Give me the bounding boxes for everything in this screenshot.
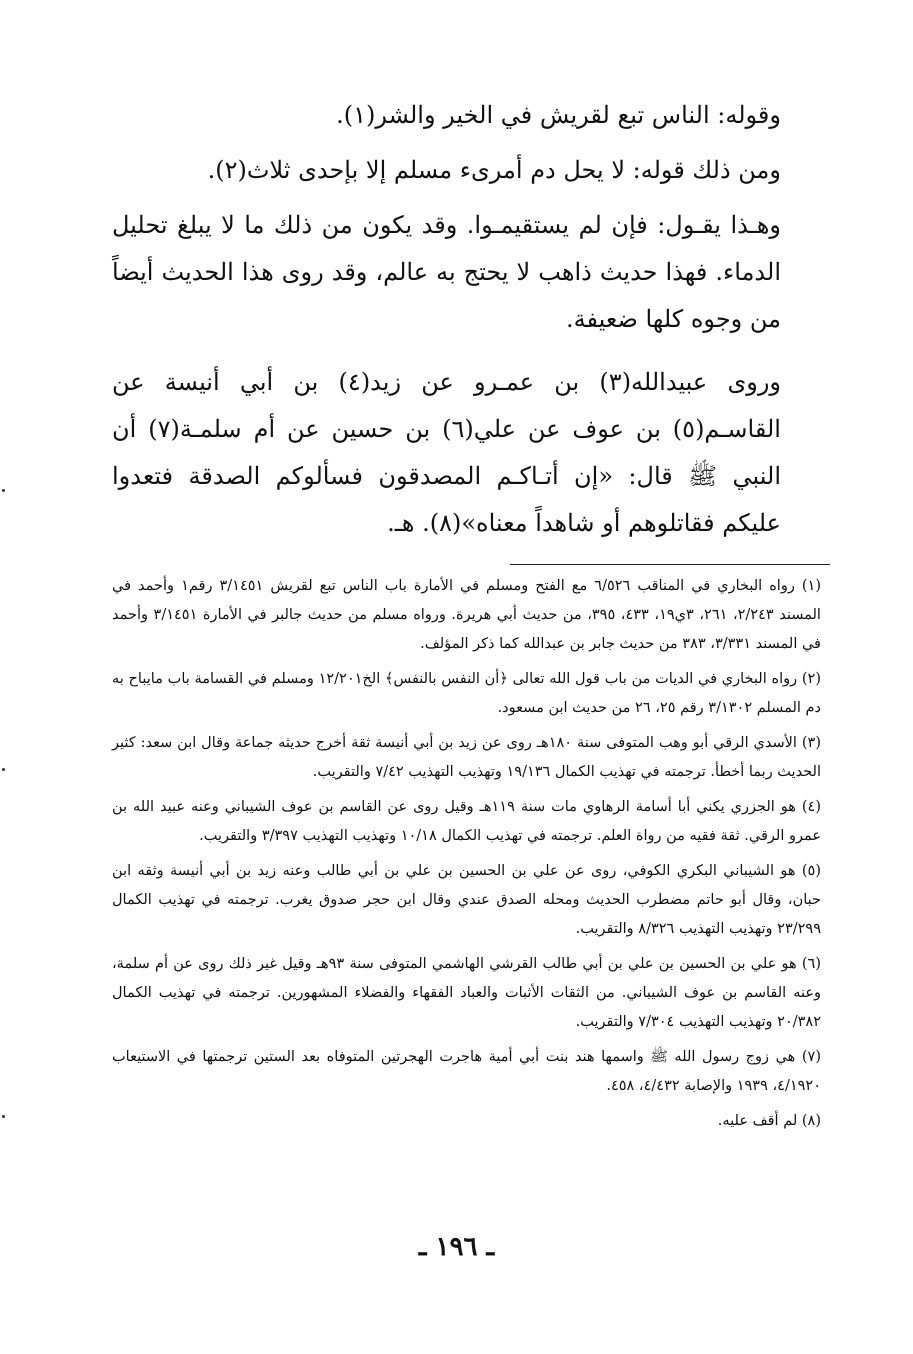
- footnote-2: (٢) رواه البخاري في الديات من باب قول الله تعالى ﴿أن النفس بالنفس﴾ الخ١٢/٢٠١ ومسلم في القسامة باب مايباح به دم المسلم ٣/١٣٠٢ رقم ٢٥، ٢٦ من حديث ابن مسعود.: [112, 671, 821, 716]
- footnote-5: (٥) هو الشيباني البكري الكوفي، روى عن علي بن الحسين بن علي بن أبي طالب وعنه زيد بن أبي أنيسة وثقه ابن حبان، وقال أبو حاتم مضطرب الحديث ومحله الصدق عندي وقال ابن حجر صدوق يغرب. ترجمته في تهذيب الكمال ٢٣/٢٩٩ وتهذيب التهذيب ٨/٣٢٦ والتقريب.: [112, 863, 821, 937]
- footnote-4: (٤) هو الجزري يكني أبا أسامة الرهاوي مات سنة ١١٩هـ وقيل روى عن القاسم بن عوف الشيباني وعنه عبيد الله بن عمرو الرقي. ثقة فقيه من رواة العلم. ترجمته في تهذيب الكمال ١٠/١٨ وتهذيب التهذيب ٣/٣٩٧ والتقريب.: [112, 799, 821, 844]
- paragraph-3: وهـذا يقـول: فإن لم يستقيمـوا. وقد يكون من ذلك ما لا يبلغ تحليل الدماء. فهذا حديث ذاهب لا يحتج به عالم، وقد روى هذا الحديث أيضاً من وجوه كلها ضعيفة.: [112, 211, 781, 333]
- paragraph-4: وروى عبيدالله(٣) بن عمـرو عن زيد(٤) بن أبي أنيسة عن القاسـم(٥) بن عوف عن علي(٦) بن حسين عن أم سلمـة(٧) أن النبي ﷺ قال: «إن أتـاكـم المصدقون فسألوكم الصدقة فتعدوا عليكم فقاتلوهم أو شاهداً معناه»(٨). هـ.: [112, 368, 781, 537]
- footnote-1: (١) رواه البخاري في المناقب ٦/٥٢٦ مع الفتح ومسلم في الأمارة باب الناس تبع لقريش ٣/١٤٥١ رقم١ وأحمد في المسند ٢/٢٤٣، ٢٦١، ٣ي١٩، ٤٣٣، ٣٩٥، من حديث أبي هريرة. ورواه مسلم من حديث جالبر في الأمارة ٣/١٤٥١ وأحمد في المسند ٣/٣٣١، ٣٨٣ من حديث جابر بن عبدالله كما ذكر المؤلف.: [112, 578, 821, 652]
- paragraph-1: وقوله: الناس تبع لقريش في الخير والشر(١).: [336, 101, 781, 129]
- margin-mark: [2, 1115, 5, 1118]
- margin-mark: [2, 768, 5, 771]
- footnote-7: (٧) هي زوج رسول الله ﷺ واسمها هند بنت أبي أمية هاجرت الهجرتين المتوفاه بعد الستين ترجمتها في الاستيعاب ٤/١٩٢٠، ١٩٣٩ والإصابة ٤/٤٣٢، ٤٥٨.: [112, 1049, 821, 1094]
- footnote-8: (٨) لم أقف عليه.: [717, 1113, 821, 1129]
- page-number: ـ ١٩٦ ـ: [418, 1232, 495, 1262]
- margin-mark: [2, 489, 5, 492]
- main-text: [112, 92, 781, 563]
- footnote-3: (٣) الأسدي الرقي أبو وهب المتوفى سنة ١٨٠هـ روى عن زيد بن أبي أنيسة ثقة أخرج حديثه جماعة وقال ابن سعد: كثير الحديث ربما أخطأ. ترجمته في تهذيب الكمال ١٩/١٣٦ وتهذيب التهذيب ٧/٤٢ والتقريب.: [112, 735, 822, 780]
- footnotes: [112, 572, 821, 1142]
- paragraph-2: ومن ذلك قوله: لا يحل دم أمرىء مسلم إلا بإحدى ثلاث(٢).: [207, 156, 781, 184]
- footnote-6: (٦) هو علي بن الحسين بن علي بن أبي طالب القرشي الهاشمي المتوفى سنة ٩٣هـ وقيل غير ذلك روى عن أم سلمة، وعنه القاسم بن عوف الشيباني. من الثقات الأثبات والعباد الفقهاء والفضلاء المشهورين. ترجمته في تهذيب الكمال ٢٠/٣٨٢ وتهذيب التهذيب ٧/٣٠٤ والتقريب.: [112, 956, 822, 1030]
- footnote-separator: [510, 564, 830, 565]
